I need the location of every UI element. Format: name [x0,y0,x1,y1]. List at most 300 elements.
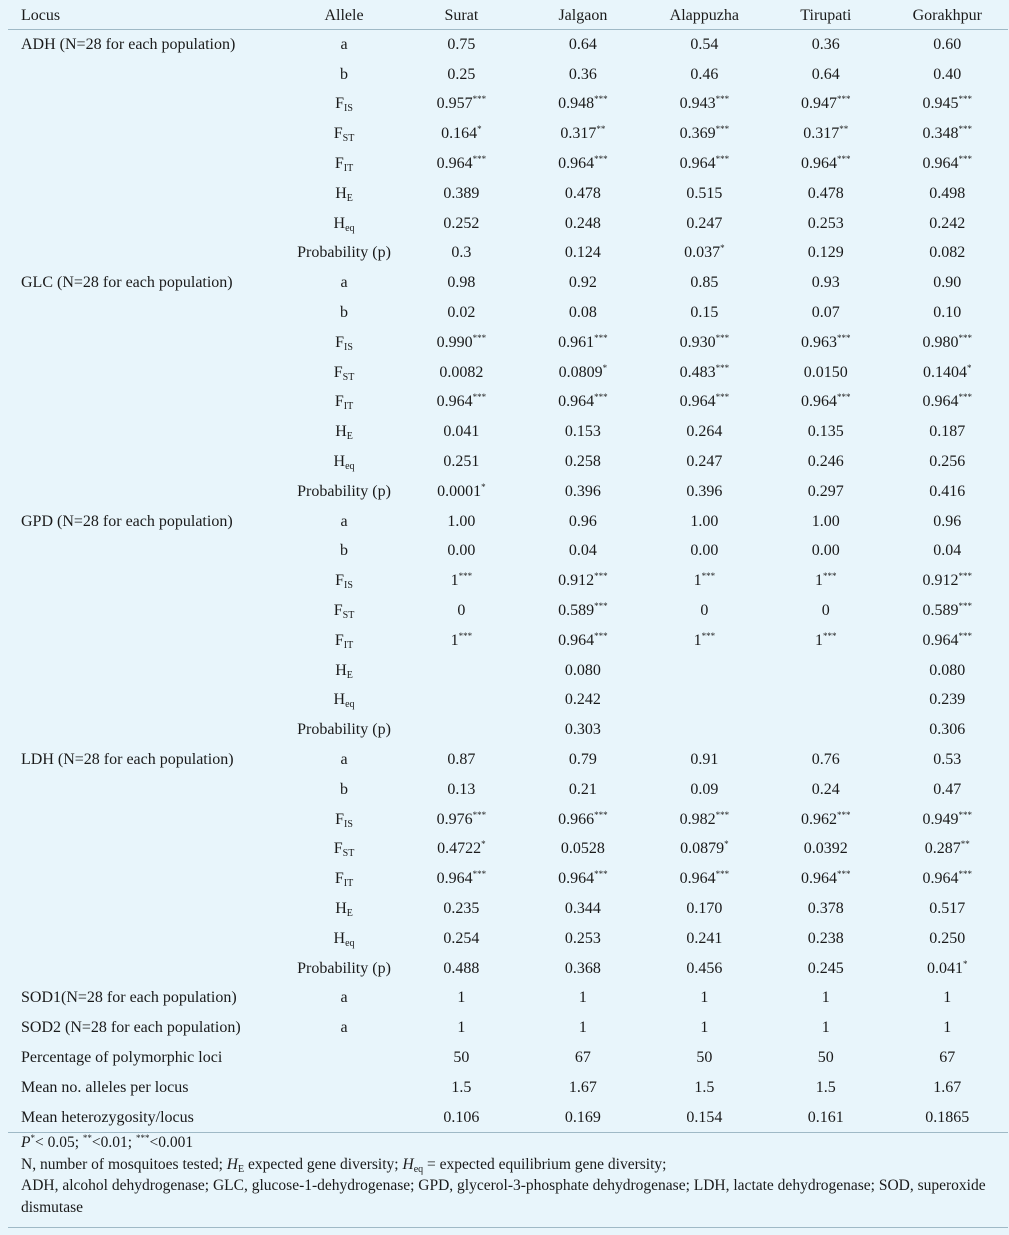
col-header-locus: Locus [8,3,287,30]
value-cell [644,90,765,120]
value-text: 0.02 [447,304,476,322]
allele-cell [287,447,400,477]
value-cell [765,656,886,686]
locus-cell [8,447,287,477]
value-cell [887,835,1008,865]
significance-mark: *** [594,94,608,105]
value-text: 0.344 [564,900,601,917]
value-cell [401,1103,522,1133]
value-cell [887,1073,1008,1103]
significance-mark: *** [594,154,608,165]
table-row [8,1073,1008,1103]
significance-mark: *** [458,630,473,641]
locus-cell [8,686,287,716]
value-cell [765,388,886,418]
allele-cell [287,507,400,537]
value-cell [401,596,522,626]
value-cell [522,358,643,388]
allele-subscript: eq [345,222,355,234]
value-cell [522,596,643,626]
significance-mark: ** [960,839,970,850]
table-row [8,954,1008,984]
value-cell [401,775,522,805]
value-text: 0.24 [811,780,840,798]
locus-cell [8,715,287,745]
allele-label: H [335,900,347,917]
significance-mark: *** [715,94,730,105]
value-text: 0.287 [924,840,961,858]
value-cell [887,715,1008,745]
col-header-allele: Allele [287,3,400,30]
table-row [8,715,1008,745]
allele-cell [287,566,400,596]
significance-mark: *** [715,154,730,165]
value-cell [644,537,765,567]
significance-mark: *** [594,571,608,582]
locus-cell [8,60,287,90]
value-cell [522,1103,643,1133]
value-cell [522,388,643,418]
allele-subscript: IT [343,163,354,175]
value-text: 1 [700,1019,709,1037]
value-cell [765,507,886,537]
table-row [8,358,1008,388]
significance-mark: *** [837,332,851,343]
allele-label: F [334,155,344,173]
significance-mark: *** [472,332,487,343]
table-row [8,835,1008,865]
value-cell [644,298,765,328]
value-text: 67 [574,1048,591,1066]
value-cell [765,984,886,1014]
allele-subscript: E [346,669,353,681]
allele-label: a [340,1019,348,1037]
value-text: 0.964 [922,393,959,411]
value-text: 0.60 [933,35,962,53]
value-text: 0.964 [558,870,595,888]
value-cell [887,298,1008,328]
value-cell [522,566,643,596]
value-text: 0.1404 [923,363,967,381]
allele-cell [287,1043,400,1073]
locus-cell: LDH (N=28 for each population) [21,751,234,769]
value-cell [765,626,886,656]
value-cell [887,924,1008,954]
locus-cell [8,566,287,596]
table-row [8,805,1008,835]
value-text: 0.964 [558,631,595,649]
table-row [8,656,1008,686]
allele-label: Probability (p) [297,244,391,262]
value-text: 0.964 [922,155,959,173]
value-text: 0.964 [801,155,838,173]
value-text: 0.187 [929,423,966,441]
value-cell [401,537,522,567]
allele-subscript: IS [344,341,353,353]
value-cell [887,864,1008,894]
value-text: 0.169 [564,1108,601,1126]
value-text: 1 [457,989,466,1007]
value-text: 0.964 [679,870,716,888]
table-row [8,477,1008,507]
value-cell [644,835,765,865]
value-cell [401,447,522,477]
allele-subscript: IS [344,580,353,592]
value-cell [401,239,522,269]
value-cell [765,835,886,865]
value-cell [522,835,643,865]
allele-subscript: IT [343,878,354,890]
value-cell [401,656,522,686]
value-text: 1.00 [690,512,719,530]
value-cell [522,1043,643,1073]
value-text: 0.247 [686,214,723,232]
significance-mark: *** [837,809,851,820]
value-cell [644,477,765,507]
value-text: 0.247 [686,453,723,471]
value-cell [401,954,522,984]
value-cell [401,686,522,716]
value-cell [644,507,765,537]
allele-label: F [333,602,343,620]
value-text: 0.589 [558,602,595,620]
allele-cell [287,1073,400,1103]
value-text: 0.962 [801,810,838,828]
value-text: 1 [450,572,459,590]
value-cell [401,835,522,865]
value-text: 0.478 [564,184,601,202]
value-cell [644,417,765,447]
allele-cell [287,864,400,894]
value-cell [522,447,643,477]
value-cell [644,149,765,179]
significance-mark: *** [823,630,837,641]
value-text: 0.961 [558,333,595,351]
significance-mark: *** [823,571,837,582]
allele-cell [287,477,400,507]
significance-mark: *** [472,809,487,820]
value-cell [522,268,643,298]
value-cell [522,507,643,537]
value-text: 0.483 [679,363,716,381]
allele-cell [287,537,400,567]
value-text: 0.964 [801,870,838,888]
value-text: 0.498 [929,184,966,202]
value-text: 0.041 [443,423,480,441]
allele-label: F [333,363,343,381]
value-text: 0.242 [564,691,601,709]
allele-label: H [333,929,346,947]
value-text: 0.912 [558,572,595,590]
value-text: 0.98 [447,274,476,292]
value-text: 0.912 [922,572,959,590]
significance-mark: * [477,124,482,135]
table-row [8,1043,1008,1073]
significance-mark: *** [594,869,608,880]
value-cell [401,984,522,1014]
significance-mark: * [720,243,725,254]
table-row [8,924,1008,954]
value-cell [765,1103,886,1133]
allele-cell [287,209,400,239]
allele-cell [287,149,400,179]
significance-mark: *** [958,124,972,135]
locus-cell [8,537,287,567]
value-text: 0.966 [558,810,595,828]
locus-cell: SOD1(N=28 for each population) [21,989,237,1007]
value-text: 0.964 [436,155,473,173]
value-text: 0.0879 [680,840,725,858]
allele-label: F [334,393,344,411]
value-cell [887,119,1008,149]
value-text: 0.75 [447,35,476,53]
value-cell [401,298,522,328]
value-cell [887,209,1008,239]
value-cell [765,149,886,179]
allele-label: Probability (p) [297,721,391,739]
value-cell [644,388,765,418]
significance-mark: * [602,362,608,373]
significance-mark: *** [958,154,972,165]
table-body [8,30,1008,1133]
allele-cell [287,1103,400,1133]
significance-mark: *** [837,392,851,403]
locus-cell: Mean no. alleles per locus [21,1078,189,1096]
table-footnotes [21,1132,991,1218]
data-table [8,3,1008,1133]
value-cell [887,1103,1008,1133]
locus-cell [8,298,287,328]
value-cell [887,477,1008,507]
value-text: 0.0082 [439,363,484,381]
value-cell [887,775,1008,805]
value-text: 1 [943,1019,952,1037]
value-cell [765,864,886,894]
value-text: 0.488 [443,959,480,977]
locus-cell [8,835,287,865]
locus-cell: Percentage of polymorphic loci [21,1048,223,1066]
significance-mark: *** [958,869,972,880]
value-cell [887,1043,1008,1073]
value-cell [401,864,522,894]
value-text: 0.416 [929,482,966,500]
significance-mark: *** [472,392,487,403]
table-row [8,149,1008,179]
value-text: 1.67 [568,1078,597,1096]
value-cell [765,268,886,298]
value-cell [765,805,886,835]
col-header-alappuzha: Alappuzha [644,3,765,30]
table-row [8,417,1008,447]
value-cell [522,686,643,716]
value-cell [522,328,643,358]
value-cell [401,715,522,745]
value-text: 0.09 [690,780,719,798]
value-cell [644,119,765,149]
significance-mark: *** [594,392,608,403]
allele-label: F [335,572,345,590]
allele-subscript: ST [342,371,355,383]
value-text: 0.91 [690,751,719,769]
value-cell [644,239,765,269]
locus-cell [8,358,287,388]
value-cell [887,60,1008,90]
value-cell [765,566,886,596]
value-text: 0.4722 [437,840,482,858]
value-cell [522,149,643,179]
locus-cell [8,90,287,120]
locus-cell [8,656,287,686]
value-text: 0.252 [443,214,480,232]
value-text: 0.478 [807,184,844,202]
value-cell [522,90,643,120]
allele-subscript: ST [342,848,355,860]
locus-cell: GLC (N=28 for each population) [21,274,233,292]
allele-subscript: IS [344,818,353,830]
value-cell [644,864,765,894]
allele-subscript: eq [345,461,355,473]
value-text: 0.135 [807,423,844,441]
value-text: 0.248 [564,214,601,232]
allele-subscript: E [346,431,353,443]
value-text: 1.5 [694,1078,715,1096]
value-cell [401,90,522,120]
value-cell [522,715,643,745]
value-text: 0.317 [560,125,597,143]
value-cell [522,626,643,656]
significance-mark: * [481,481,486,492]
value-text: 0.964 [922,631,959,649]
value-cell [401,358,522,388]
significance-mark: *** [715,362,730,373]
value-text: 0.46 [690,65,719,83]
value-cell [887,149,1008,179]
value-text: 0.456 [686,959,723,977]
value-text: 1.00 [811,512,840,530]
table-row [8,179,1008,209]
value-cell [522,30,643,60]
allele-cell [287,119,400,149]
value-text: 0.957 [436,95,473,113]
value-text: 1 [578,989,587,1007]
locus-cell: ADH (N=28 for each population) [21,35,236,53]
value-cell [401,209,522,239]
significance-mark: *** [715,809,730,820]
footnote-abbreviations: N, number of mosquitoes tested; $H_E$ expected gene diversity; $H_{eq}$ = expected equilibrium gene diversity; [21,1155,667,1175]
value-cell [765,477,886,507]
value-text: 0.517 [929,900,966,917]
value-cell [887,686,1008,716]
allele-label: H [335,423,347,441]
value-cell [522,864,643,894]
value-text: 0 [700,602,709,620]
value-cell [644,715,765,745]
allele-label: b [340,304,349,322]
table-row [8,1103,1008,1133]
allele-label: F [334,631,344,649]
value-cell [644,596,765,626]
value-text: 0.245 [807,959,844,977]
locus-cell [8,626,287,656]
value-cell [401,745,522,775]
value-text: 0.164 [441,125,478,143]
value-cell [765,209,886,239]
value-cell [765,537,886,567]
allele-cell [287,596,400,626]
allele-cell [287,30,400,60]
value-text: 0.90 [933,274,962,292]
value-cell [765,328,886,358]
significance-mark: *** [715,332,730,343]
value-cell [401,60,522,90]
allele-subscript: IT [343,401,354,413]
value-cell [765,686,886,716]
table-row [8,745,1008,775]
significance-mark: *** [958,809,972,820]
value-text: 0.92 [568,274,597,292]
value-cell [765,745,886,775]
value-cell [887,805,1008,835]
allele-label: H [335,661,347,679]
value-cell [887,954,1008,984]
value-text: 0.264 [686,423,723,441]
value-cell [887,537,1008,567]
value-cell [401,388,522,418]
value-text: 0.256 [929,453,966,471]
locus-cell [8,805,287,835]
locus-cell: Mean heterozygosity/locus [8,1103,287,1133]
value-text: 0.253 [807,214,844,232]
significance-mark: * [481,839,486,850]
value-cell [522,179,643,209]
value-cell [887,984,1008,1014]
value-cell [644,954,765,984]
value-text: 0.982 [679,810,716,828]
value-text: 0.0809 [558,363,603,381]
value-cell [401,805,522,835]
value-cell [522,1073,643,1103]
value-cell [644,984,765,1014]
value-cell [765,60,886,90]
allele-subscript: IS [344,103,353,115]
value-cell [765,775,886,805]
value-text: 0.964 [558,393,595,411]
table-row [8,596,1008,626]
value-text: 0.964 [436,393,473,411]
value-text: 1.67 [933,1078,962,1096]
value-cell [765,1043,886,1073]
value-cell [644,358,765,388]
value-cell [765,447,886,477]
value-text: 0.64 [811,65,840,83]
value-cell [522,477,643,507]
allele-label: Probability (p) [297,482,391,500]
value-cell [522,417,643,447]
table-row [8,119,1008,149]
value-cell [887,328,1008,358]
value-cell [644,745,765,775]
value-cell [887,626,1008,656]
value-text: 0.0528 [560,840,605,858]
value-cell [765,417,886,447]
value-text: 0.10 [933,304,962,322]
significance-mark: *** [715,392,730,403]
value-cell [765,179,886,209]
value-text: 0.297 [807,482,844,500]
value-text: 0.241 [686,929,723,947]
value-text: 0.949 [922,810,959,828]
allele-label: H [335,184,347,202]
